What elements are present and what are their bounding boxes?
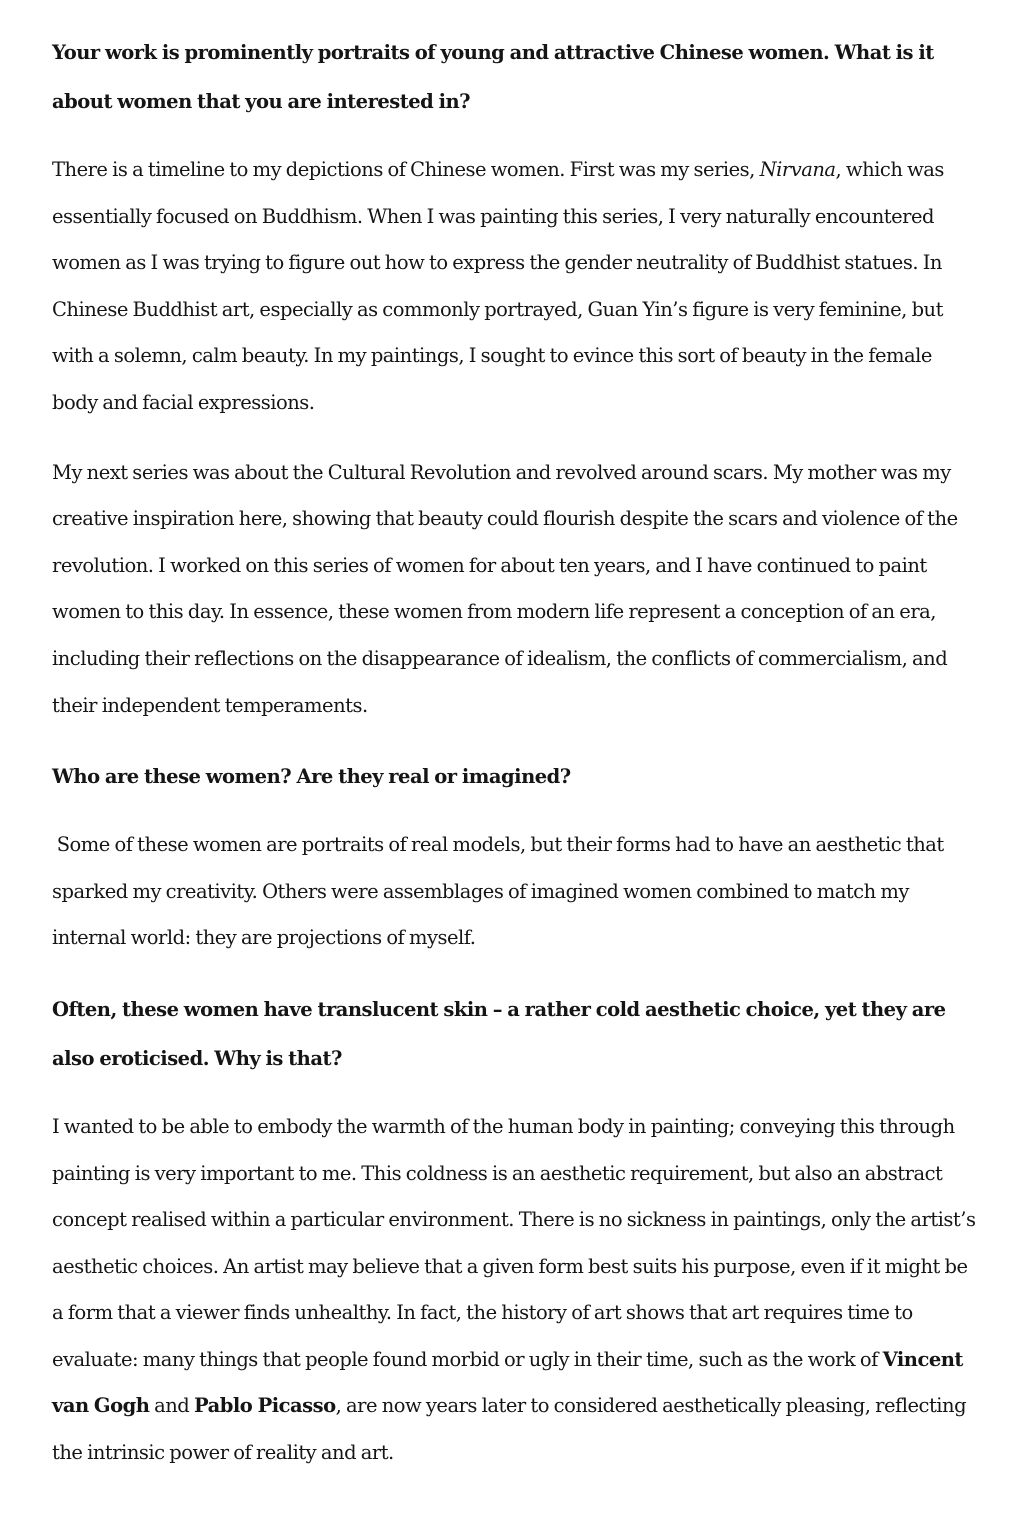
answer-text: , which was essentially focused on Buddhism. When I was painting this series, I very naturally encountered women as I was trying to figure out how to express the gender neutrality of Buddhist statues. In Chinese Buddhist art, especially as commonly portrayed, Guan Yin’s figure is very feminine, but with a solemn, calm beauty. In my paintings, I sought to evince this sort of beauty in the female body and facial expressions.	[52, 158, 944, 414]
question-women-interest: Your work is prominently portraits of young and attractive Chinese women. What is it about women that you are interested in?	[52, 41, 934, 113]
answer-timeline-paragraph	[52, 147, 981, 427]
answer-text: There is a timeline to my depictions of Chinese women. First was my series,	[52, 158, 760, 181]
question-translucent-skin: Often, these women have translucent skin – a rather cold aesthetic choice, yet they are also eroticised. Why is that?	[52, 997, 946, 1070]
question-real-or-imagined: Who are these women? Are they real or imagined?	[52, 765, 571, 789]
answer-cultural-revolution-paragraph: My next series was about the Cultural Revolution and revolved around scars. My mother was my creative inspiration here, showing that beauty could flourish despite the scars and violence of the revolution. I worked on this series of women for about ten years, and I have continued to paint women to this day. In essence, these women from modern life represent a conception of an era, including their reflections on the disappearance of idealism, the conflicts of commercialism, and their independent temperaments.	[52, 460, 958, 717]
answer-text: Some of these women are portraits of real models, but their forms had to have an aesthetic that sparked my creativity. Others were assemblages of imagined women combined to match my internal world: they are projections of myself.	[52, 833, 944, 950]
series-title-nirvana: Nirvana	[759, 158, 836, 181]
answer-text: and	[149, 1394, 194, 1418]
answer-text: I wanted to be able to embody the warmth of the human body in painting; conveying this through painting is very important to me. This coldness is an aesthetic requirement, but also an abstract concept realised within a particular environment. There is no sickness in paintings, only the artist’s aesthetic choices. An artist may believe that a given form best suits his purpose, even if it might be a form that a viewer finds unhealthy. In fact, the history of art shows that art requires time to evaluate: many things that people found morbid or ugly in their time, such as the work of	[52, 1114, 976, 1371]
answer-real-models-paragraph	[52, 822, 981, 962]
answer-warmth-paragraph	[52, 1104, 981, 1477]
answer-text: , are now years later to considered aesthetically pleasing, reflecting the intrinsic power of reality and art.	[52, 1394, 967, 1465]
artist-name-van-gogh: Vincent van Gogh	[52, 1347, 963, 1418]
artist-name-picasso: Pablo Picasso	[193, 1394, 336, 1418]
